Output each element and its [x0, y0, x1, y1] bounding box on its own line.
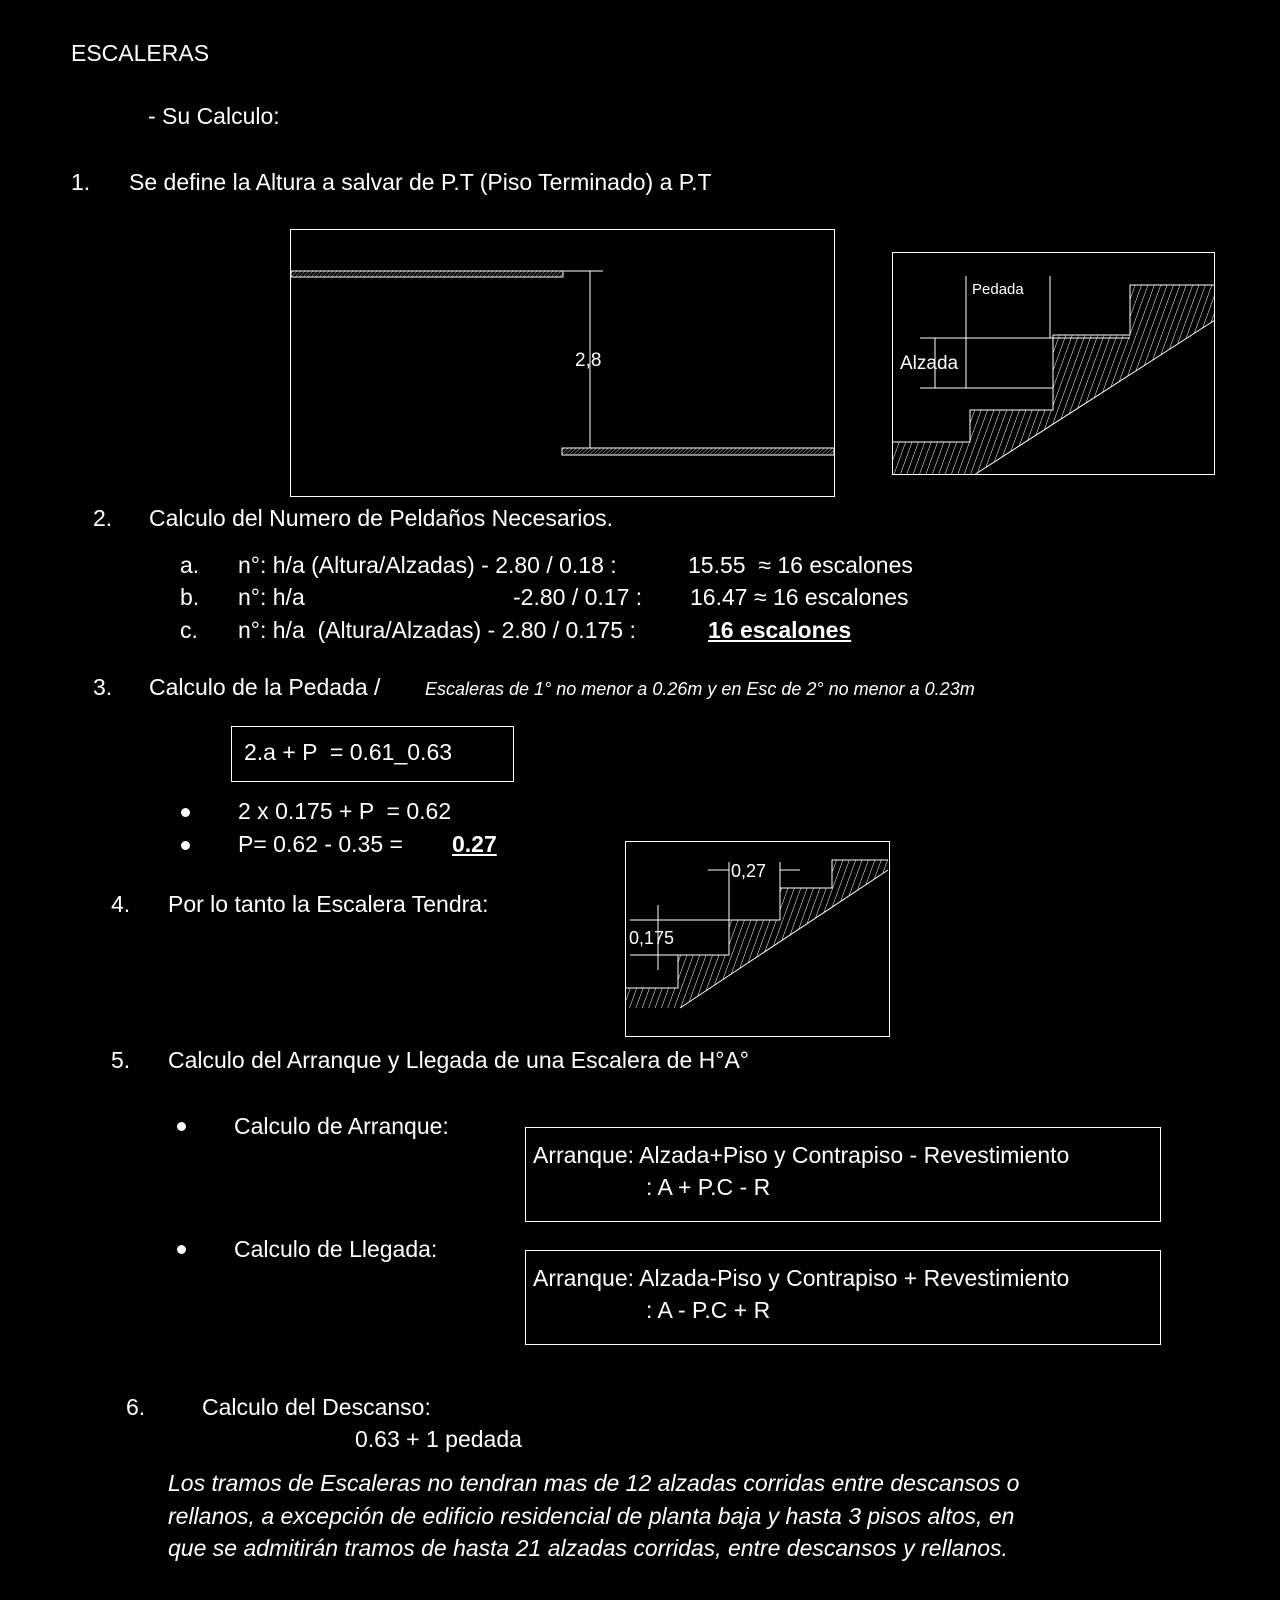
llegada-line-2: : A - P.C + R: [646, 1297, 771, 1323]
section-4-text: Por lo tanto la Escalera Tendra:: [168, 891, 489, 917]
section-3-text: Calculo de la Pedada /: [149, 674, 381, 700]
section-2-number: 2.: [93, 505, 113, 531]
item-b-letter: b.: [180, 584, 200, 610]
descanso-note-line-1: Los tramos de Escaleras no tendran mas de 12 alzadas corridas entre descansos o: [168, 1470, 1020, 1496]
alzada-label: Alzada: [900, 353, 959, 374]
arranque-label: Calculo de Arranque:: [234, 1113, 449, 1139]
item-b-result: 16.47 ≈ 16 escalones: [690, 584, 909, 610]
llegada-line-1: Arranque: Alzada-Piso y Contrapiso + Revestimiento: [533, 1265, 1070, 1291]
height-diagram: [291, 230, 835, 497]
final-alzada-label: 0,175: [629, 928, 675, 948]
section-1-number: 1.: [71, 169, 91, 195]
section-6-number: 6.: [126, 1394, 146, 1420]
section-5-text: Calculo del Arranque y Llegada de una Escalera de H°A°: [168, 1047, 749, 1073]
page-title: ESCALERAS: [71, 40, 210, 66]
item-a-formula: n°: h/a (Altura/Alzadas) - 2.80 / 0.18 :: [238, 552, 617, 578]
item-c-result: 16 escalones: [708, 617, 852, 643]
llegada-label: Calculo de Llegada:: [234, 1236, 438, 1262]
bullet-dot: [181, 808, 190, 817]
arranque-line-1: Arranque: Alzada+Piso y Contrapiso - Revestimiento: [533, 1142, 1070, 1168]
item-b-calc: -2.80 / 0.17 :: [513, 584, 643, 610]
item-a-letter: a.: [180, 552, 200, 578]
item-a-result: 15.55 ≈ 16 escalones: [688, 552, 913, 578]
bullet-dot: [181, 841, 190, 850]
section-1-text: Se define la Altura a salvar de P.T (Piso Terminado) a P.T: [129, 169, 712, 195]
height-label: 2,8: [575, 350, 602, 371]
bullet-2-text: P= 0.62 - 0.35 =: [238, 831, 403, 857]
descanso-note-line-2: rellanos, a excepción de edificio residencial de planta baja y hasta 3 pisos altos, en: [168, 1503, 1015, 1529]
item-c-formula: n°: h/a (Altura/Alzadas) - 2.80 / 0.175 :: [238, 617, 636, 643]
bullet-dot: [177, 1122, 186, 1131]
arranque-line-2: : A + P.C - R: [646, 1174, 771, 1200]
pedada-formula-box: [231, 726, 514, 782]
item-b-formula: n°: h/a: [238, 584, 305, 610]
section-3-number: 3.: [93, 674, 113, 700]
section-4-number: 4.: [111, 891, 131, 917]
arranque-box: [525, 1127, 1161, 1222]
final-pedada-label: 0,27: [731, 861, 767, 881]
bullet-dot: [177, 1245, 186, 1254]
llegada-box: [525, 1250, 1161, 1345]
descanso-formula: 0.63 + 1 pedada: [355, 1426, 522, 1452]
descanso-note-line-3: que se admitirán tramos de hasta 21 alzadas corridas, entre descansos y rellanos.: [168, 1535, 1008, 1561]
subtitle: - Su Calculo:: [148, 103, 280, 129]
pedada-label: Pedada: [972, 281, 1024, 298]
item-c-letter: c.: [180, 617, 198, 643]
section-6-text: Calculo del Descanso:: [202, 1394, 431, 1420]
section-2-text: Calculo del Numero de Peldaños Necesarios.: [149, 505, 614, 531]
section-5-number: 5.: [111, 1047, 131, 1073]
bullet-2-result: 0.27: [452, 831, 497, 857]
section-3-note: Escaleras de 1° no menor a 0.26m y en Esc de 2° no menor a 0.23m: [425, 679, 975, 699]
bullet-1-text: 2 x 0.175 + P = 0.62: [238, 798, 452, 824]
pedada-formula: 2.a + P = 0.61_0.63: [244, 739, 453, 765]
